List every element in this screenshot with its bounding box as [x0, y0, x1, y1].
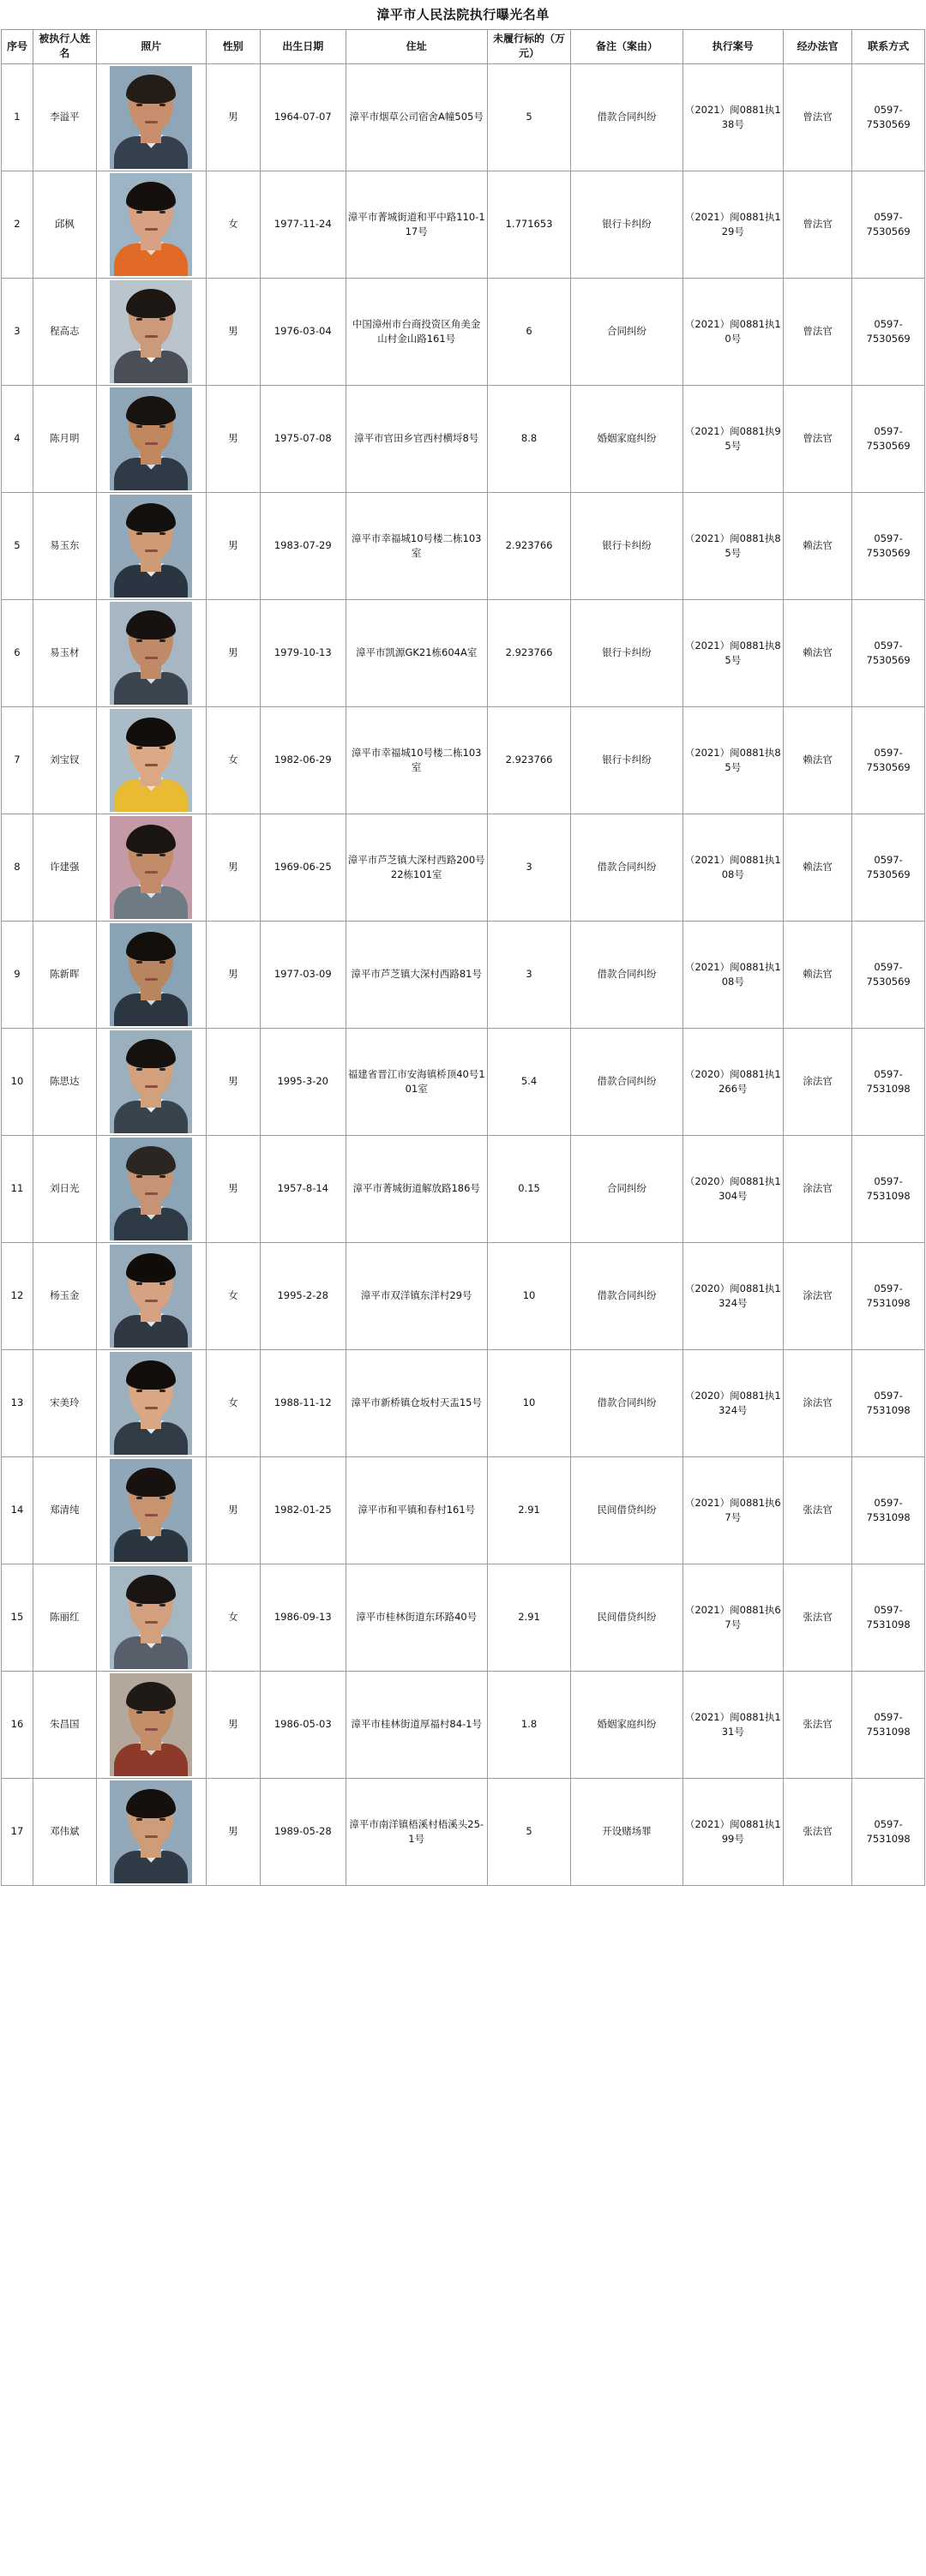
photo-mouth — [145, 549, 158, 552]
photo-eye-right — [159, 318, 165, 321]
cell-case-number: （2020）闽0881执1266号 — [682, 1028, 783, 1135]
photo-eye-right — [159, 1604, 165, 1606]
cell-photo — [96, 1028, 206, 1135]
cell-birthdate: 1979-10-13 — [260, 599, 346, 706]
table-row — [2, 1671, 925, 1778]
cell-photo — [96, 1671, 206, 1778]
photo-mouth — [145, 1407, 158, 1409]
cell-birthdate: 1986-05-03 — [260, 1671, 346, 1778]
photo-eye-left — [136, 747, 142, 749]
photo-mouth — [145, 335, 158, 338]
table-row — [2, 1028, 925, 1135]
cell-address: 漳平市菁城街道解放路186号 — [346, 1135, 487, 1242]
cell-sex: 女 — [206, 1242, 260, 1349]
table-row — [2, 1349, 925, 1456]
table-row — [2, 1564, 925, 1671]
cell-index: 9 — [2, 921, 33, 1028]
cell-contact: 0597- 7530569 — [852, 814, 925, 921]
cell-judge: 赖法官 — [783, 921, 851, 1028]
cell-amount: 2.923766 — [487, 492, 571, 599]
cell-note: 借款合同纠纷 — [571, 814, 682, 921]
cell-judge: 涂法官 — [783, 1349, 851, 1456]
cell-contact: 0597- 7530569 — [852, 63, 925, 171]
cell-index: 14 — [2, 1456, 33, 1564]
cell-photo — [96, 1242, 206, 1349]
photo-mouth — [145, 1728, 158, 1731]
cell-photo — [96, 1456, 206, 1564]
cell-case-number: （2021）闽0881执199号 — [682, 1778, 783, 1885]
cell-index: 15 — [2, 1564, 33, 1671]
cell-judge: 曾法官 — [783, 385, 851, 492]
cell-index: 1 — [2, 63, 33, 171]
cell-contact: 0597- 7531098 — [852, 1671, 925, 1778]
cell-address: 漳平市凯源GK21栋604A室 — [346, 599, 487, 706]
cell-contact: 0597- 7530569 — [852, 278, 925, 385]
cell-note: 借款合同纠纷 — [571, 63, 682, 171]
photo-mouth — [145, 1192, 158, 1195]
photo-mouth — [145, 871, 158, 874]
cell-name: 易玉东 — [33, 492, 96, 599]
table-row — [2, 278, 925, 385]
cell-birthdate: 1976-03-04 — [260, 278, 346, 385]
cell-address: 漳平市桂林街道厚福村84-1号 — [346, 1671, 487, 1778]
cell-photo — [96, 1349, 206, 1456]
person-photo — [110, 816, 192, 919]
cell-amount: 6 — [487, 278, 571, 385]
person-photo — [110, 1352, 192, 1455]
cell-sex: 男 — [206, 1028, 260, 1135]
cell-contact: 0597- 7531098 — [852, 1349, 925, 1456]
person-photo — [110, 923, 192, 1026]
cell-contact: 0597- 7531098 — [852, 1242, 925, 1349]
cell-contact: 0597- 7530569 — [852, 492, 925, 599]
cell-birthdate: 1983-07-29 — [260, 492, 346, 599]
table-row — [2, 706, 925, 814]
cell-amount: 2.91 — [487, 1564, 571, 1671]
cell-note: 民间借贷纠纷 — [571, 1456, 682, 1564]
photo-eye-left — [136, 425, 142, 428]
cell-index: 16 — [2, 1671, 33, 1778]
cell-note: 借款合同纠纷 — [571, 921, 682, 1028]
cell-amount: 10 — [487, 1349, 571, 1456]
cell-case-number: （2021）闽0881执67号 — [682, 1456, 783, 1564]
person-photo — [110, 1459, 192, 1562]
photo-eye-left — [136, 1068, 142, 1071]
cell-case-number: （2021）闽0881执85号 — [682, 599, 783, 706]
cell-address: 漳平市幸福城10号楼二栋103室 — [346, 706, 487, 814]
cell-photo — [96, 1564, 206, 1671]
cell-amount: 1.8 — [487, 1671, 571, 1778]
cell-contact: 0597- 7530569 — [852, 599, 925, 706]
person-photo — [110, 1780, 192, 1883]
cell-judge: 曾法官 — [783, 63, 851, 171]
photo-mouth — [145, 1085, 158, 1088]
cell-judge: 张法官 — [783, 1671, 851, 1778]
cell-birthdate: 1989-05-28 — [260, 1778, 346, 1885]
cell-birthdate: 1986-09-13 — [260, 1564, 346, 1671]
cell-judge: 赖法官 — [783, 599, 851, 706]
person-photo — [110, 495, 192, 597]
cell-address: 漳平市菁城街道和平中路110-117号 — [346, 171, 487, 278]
cell-contact: 0597- 7531098 — [852, 1135, 925, 1242]
cell-address: 漳平市双洋镇东洋村29号 — [346, 1242, 487, 1349]
cell-name: 邱枫 — [33, 171, 96, 278]
photo-eye-left — [136, 318, 142, 321]
photo-mouth — [145, 228, 158, 231]
cell-sex: 男 — [206, 385, 260, 492]
cell-case-number: （2021）闽0881执85号 — [682, 492, 783, 599]
cell-amount: 3 — [487, 921, 571, 1028]
person-photo — [110, 709, 192, 812]
cell-address: 福建省晋江市安海镇桥顶40号101室 — [346, 1028, 487, 1135]
cell-note: 银行卡纠纷 — [571, 492, 682, 599]
cell-note: 银行卡纠纷 — [571, 706, 682, 814]
cell-name: 杨玉金 — [33, 1242, 96, 1349]
photo-eye-right — [159, 854, 165, 856]
person-photo — [110, 602, 192, 705]
cell-index: 6 — [2, 599, 33, 706]
cell-judge: 涂法官 — [783, 1135, 851, 1242]
cell-address: 漳平市新桥镇仓坂村天盂15号 — [346, 1349, 487, 1456]
column-header-note: 备注（案由） — [571, 30, 682, 64]
cell-judge: 曾法官 — [783, 171, 851, 278]
photo-eye-left — [136, 104, 142, 106]
cell-address: 漳平市桂林街道东环路40号 — [346, 1564, 487, 1671]
photo-eye-right — [159, 1711, 165, 1714]
cell-name: 程高志 — [33, 278, 96, 385]
person-photo — [110, 173, 192, 276]
cell-judge: 涂法官 — [783, 1242, 851, 1349]
table-row — [2, 385, 925, 492]
cell-note: 银行卡纠纷 — [571, 599, 682, 706]
cell-birthdate: 1977-11-24 — [260, 171, 346, 278]
photo-eye-right — [159, 747, 165, 749]
cell-contact: 0597- 7531098 — [852, 1456, 925, 1564]
cell-note: 借款合同纠纷 — [571, 1242, 682, 1349]
photo-eye-right — [159, 104, 165, 106]
column-header-judge: 经办法官 — [783, 30, 851, 64]
cell-case-number: （2021）闽0881执85号 — [682, 706, 783, 814]
cell-case-number: （2021）闽0881执108号 — [682, 921, 783, 1028]
cell-note: 婚姻家庭纠纷 — [571, 385, 682, 492]
photo-eye-right — [159, 961, 165, 964]
column-header-case-number: 执行案号 — [682, 30, 783, 64]
photo-mouth — [145, 978, 158, 981]
cell-amount: 8.8 — [487, 385, 571, 492]
cell-photo — [96, 385, 206, 492]
column-header-birthdate: 出生日期 — [260, 30, 346, 64]
table-row — [2, 599, 925, 706]
photo-eye-left — [136, 639, 142, 642]
cell-note: 借款合同纠纷 — [571, 1349, 682, 1456]
cell-address: 漳平市芦芝镇大深村西路81号 — [346, 921, 487, 1028]
cell-judge: 涂法官 — [783, 1028, 851, 1135]
cell-index: 5 — [2, 492, 33, 599]
cell-index: 3 — [2, 278, 33, 385]
cell-case-number: （2021）闽0881执95号 — [682, 385, 783, 492]
cell-contact: 0597- 7531098 — [852, 1778, 925, 1885]
cell-sex: 女 — [206, 1349, 260, 1456]
cell-amount: 0.15 — [487, 1135, 571, 1242]
cell-address: 漳平市南洋镇梧溪村梧溪头25-1号 — [346, 1778, 487, 1885]
cell-contact: 0597- 7530569 — [852, 921, 925, 1028]
table-row — [2, 814, 925, 921]
photo-eye-right — [159, 1282, 165, 1285]
cell-birthdate: 1964-07-07 — [260, 63, 346, 171]
exposure-table — [1, 29, 925, 1886]
table-header-row — [2, 30, 925, 64]
cell-note: 银行卡纠纷 — [571, 171, 682, 278]
photo-mouth — [145, 657, 158, 659]
cell-case-number: （2021）闽0881执10号 — [682, 278, 783, 385]
cell-birthdate: 1995-2-28 — [260, 1242, 346, 1349]
table-row — [2, 921, 925, 1028]
photo-eye-left — [136, 211, 142, 213]
cell-sex: 男 — [206, 1135, 260, 1242]
photo-eye-left — [136, 1282, 142, 1285]
photo-eye-left — [136, 532, 142, 535]
cell-judge: 赖法官 — [783, 706, 851, 814]
cell-amount: 3 — [487, 814, 571, 921]
cell-index: 2 — [2, 171, 33, 278]
table-row — [2, 1135, 925, 1242]
cell-index: 17 — [2, 1778, 33, 1885]
cell-birthdate: 1975-07-08 — [260, 385, 346, 492]
cell-judge: 张法官 — [783, 1456, 851, 1564]
cell-contact: 0597- 7531098 — [852, 1564, 925, 1671]
cell-name: 朱昌国 — [33, 1671, 96, 1778]
photo-eye-right — [159, 639, 165, 642]
table-row — [2, 1778, 925, 1885]
person-photo — [110, 1566, 192, 1669]
cell-case-number: （2020）闽0881执1304号 — [682, 1135, 783, 1242]
photo-eye-right — [159, 1175, 165, 1178]
cell-case-number: （2021）闽0881执67号 — [682, 1564, 783, 1671]
cell-index: 11 — [2, 1135, 33, 1242]
photo-eye-right — [159, 425, 165, 428]
cell-photo — [96, 706, 206, 814]
cell-photo — [96, 921, 206, 1028]
photo-mouth — [145, 1621, 158, 1624]
cell-sex: 男 — [206, 1671, 260, 1778]
table-row — [2, 1242, 925, 1349]
cell-contact: 0597- 7530569 — [852, 171, 925, 278]
cell-name: 邓伟斌 — [33, 1778, 96, 1885]
table-row — [2, 1456, 925, 1564]
photo-mouth — [145, 1514, 158, 1516]
cell-photo — [96, 63, 206, 171]
photo-eye-right — [159, 1390, 165, 1392]
cell-address: 漳平市烟草公司宿舍A幢505号 — [346, 63, 487, 171]
cell-sex: 男 — [206, 921, 260, 1028]
cell-case-number: （2021）闽0881执138号 — [682, 63, 783, 171]
column-header-photo: 照片 — [96, 30, 206, 64]
cell-address: 漳平市官田乡官西村横埒8号 — [346, 385, 487, 492]
photo-eye-left — [136, 1390, 142, 1392]
cell-name: 陈思达 — [33, 1028, 96, 1135]
cell-amount: 5 — [487, 1778, 571, 1885]
cell-note: 开设赌场罪 — [571, 1778, 682, 1885]
cell-case-number: （2020）闽0881执1324号 — [682, 1242, 783, 1349]
table-body — [2, 63, 925, 1885]
cell-index: 12 — [2, 1242, 33, 1349]
cell-sex: 男 — [206, 1456, 260, 1564]
cell-name: 陈月明 — [33, 385, 96, 492]
cell-address: 中国漳州市台商投资区角美金山村金山路161号 — [346, 278, 487, 385]
photo-eye-right — [159, 211, 165, 213]
cell-note: 合同纠纷 — [571, 278, 682, 385]
photo-eye-left — [136, 854, 142, 856]
cell-amount: 10 — [487, 1242, 571, 1349]
cell-name: 许建强 — [33, 814, 96, 921]
cell-sex: 男 — [206, 814, 260, 921]
photo-eye-right — [159, 532, 165, 535]
cell-amount: 2.91 — [487, 1456, 571, 1564]
page-title: 漳平市人民法院执行曝光名单 — [376, 7, 550, 22]
cell-photo — [96, 1778, 206, 1885]
column-header-contact: 联系方式 — [852, 30, 925, 64]
column-header-index: 序号 — [2, 30, 33, 64]
cell-judge: 赖法官 — [783, 492, 851, 599]
cell-sex: 男 — [206, 1778, 260, 1885]
person-photo — [110, 66, 192, 169]
cell-address: 漳平市幸福城10号楼二栋103室 — [346, 492, 487, 599]
person-photo — [110, 1245, 192, 1348]
cell-birthdate: 1988-11-12 — [260, 1349, 346, 1456]
cell-contact: 0597- 7530569 — [852, 706, 925, 814]
cell-note: 借款合同纠纷 — [571, 1028, 682, 1135]
cell-name: 李溢平 — [33, 63, 96, 171]
cell-judge: 张法官 — [783, 1564, 851, 1671]
cell-photo — [96, 1135, 206, 1242]
cell-sex: 男 — [206, 63, 260, 171]
photo-mouth — [145, 121, 158, 123]
cell-birthdate: 1995-3-20 — [260, 1028, 346, 1135]
table-row — [2, 171, 925, 278]
cell-photo — [96, 278, 206, 385]
cell-contact: 0597- 7531098 — [852, 1028, 925, 1135]
photo-mouth — [145, 1300, 158, 1302]
cell-case-number: （2020）闽0881执1324号 — [682, 1349, 783, 1456]
cell-birthdate: 1969-06-25 — [260, 814, 346, 921]
cell-name: 陈丽红 — [33, 1564, 96, 1671]
cell-sex: 男 — [206, 278, 260, 385]
cell-address: 漳平市芦芝镇大深村西路200号22栋101室 — [346, 814, 487, 921]
photo-mouth — [145, 442, 158, 445]
cell-index: 8 — [2, 814, 33, 921]
cell-address: 漳平市和平镇和春村161号 — [346, 1456, 487, 1564]
cell-name: 宋美玲 — [33, 1349, 96, 1456]
photo-eye-left — [136, 1711, 142, 1714]
photo-eye-left — [136, 961, 142, 964]
cell-judge: 曾法官 — [783, 278, 851, 385]
cell-note: 婚姻家庭纠纷 — [571, 1671, 682, 1778]
cell-judge: 张法官 — [783, 1778, 851, 1885]
cell-photo — [96, 492, 206, 599]
photo-eye-left — [136, 1604, 142, 1606]
cell-sex: 男 — [206, 599, 260, 706]
cell-photo — [96, 814, 206, 921]
cell-index: 10 — [2, 1028, 33, 1135]
photo-eye-right — [159, 1818, 165, 1821]
cell-sex: 女 — [206, 1564, 260, 1671]
table-row — [2, 63, 925, 171]
cell-amount: 2.923766 — [487, 599, 571, 706]
cell-sex: 女 — [206, 706, 260, 814]
column-header-name: 被执行人姓名 — [33, 30, 96, 64]
cell-case-number: （2021）闽0881执131号 — [682, 1671, 783, 1778]
cell-sex: 女 — [206, 171, 260, 278]
column-header-address: 住址 — [346, 30, 487, 64]
cell-amount: 1.771653 — [487, 171, 571, 278]
person-photo — [110, 1138, 192, 1240]
cell-contact: 0597- 7530569 — [852, 385, 925, 492]
cell-case-number: （2021）闽0881执129号 — [682, 171, 783, 278]
cell-photo — [96, 599, 206, 706]
cell-index: 13 — [2, 1349, 33, 1456]
photo-eye-left — [136, 1175, 142, 1178]
cell-case-number: （2021）闽0881执108号 — [682, 814, 783, 921]
cell-amount: 5 — [487, 63, 571, 171]
cell-note: 合同纠纷 — [571, 1135, 682, 1242]
cell-name: 易玉材 — [33, 599, 96, 706]
person-photo — [110, 1030, 192, 1133]
cell-name: 刘宝钗 — [33, 706, 96, 814]
cell-name: 陈新晖 — [33, 921, 96, 1028]
cell-sex: 男 — [206, 492, 260, 599]
cell-index: 7 — [2, 706, 33, 814]
photo-eye-left — [136, 1818, 142, 1821]
cell-name: 刘日光 — [33, 1135, 96, 1242]
person-photo — [110, 280, 192, 383]
cell-birthdate: 1957-8-14 — [260, 1135, 346, 1242]
cell-amount: 2.923766 — [487, 706, 571, 814]
cell-birthdate: 1982-06-29 — [260, 706, 346, 814]
cell-birthdate: 1982-01-25 — [260, 1456, 346, 1564]
cell-photo — [96, 171, 206, 278]
photo-mouth — [145, 764, 158, 766]
cell-amount: 5.4 — [487, 1028, 571, 1135]
cell-judge: 赖法官 — [783, 814, 851, 921]
photo-eye-right — [159, 1068, 165, 1071]
photo-eye-left — [136, 1497, 142, 1499]
person-photo — [110, 387, 192, 490]
person-photo — [110, 1673, 192, 1776]
photo-eye-right — [159, 1497, 165, 1499]
cell-index: 4 — [2, 385, 33, 492]
cell-birthdate: 1977-03-09 — [260, 921, 346, 1028]
cell-name: 郑清纯 — [33, 1456, 96, 1564]
table-row — [2, 492, 925, 599]
column-header-amount: 未履行标的（万元） — [487, 30, 571, 64]
column-header-sex: 性别 — [206, 30, 260, 64]
photo-mouth — [145, 1835, 158, 1838]
cell-note: 民间借贷纠纷 — [571, 1564, 682, 1671]
